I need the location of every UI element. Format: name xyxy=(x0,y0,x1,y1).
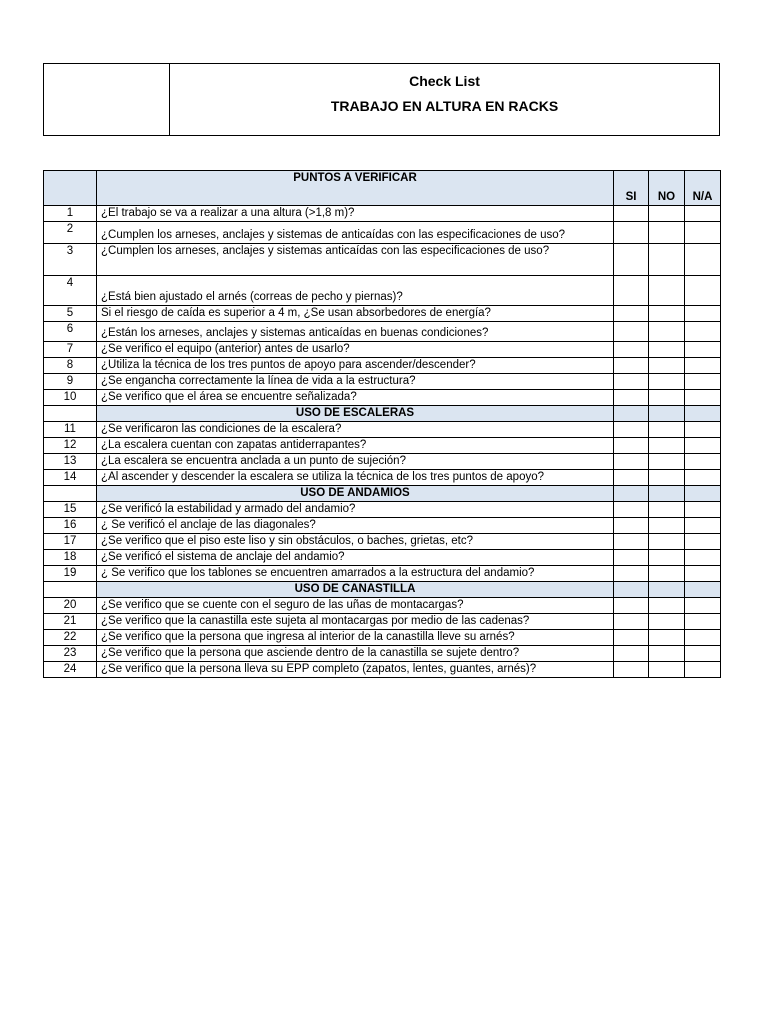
item-question: ¿Cumplen los arneses, anclajes y sistemas anticaídas con las especificaciones de uso? xyxy=(97,244,614,276)
item-number: 6 xyxy=(44,322,97,342)
item-question: ¿Cumplen los arneses, anclajes y sistemas de anticaídas con las especificaciones de uso? xyxy=(97,222,614,244)
check-cell-si[interactable] xyxy=(614,390,649,406)
header-si: SI xyxy=(614,171,649,206)
header-no: NO xyxy=(649,171,685,206)
check-cell-si[interactable] xyxy=(614,566,649,582)
check-cell-no[interactable] xyxy=(649,206,685,222)
item-number: 21 xyxy=(44,614,97,630)
item-number: 13 xyxy=(44,454,97,470)
check-cell-si[interactable] xyxy=(614,454,649,470)
item-number: 1 xyxy=(44,206,97,222)
item-question: ¿Están los arneses, anclajes y sistemas anticaídas en buenas condiciones? xyxy=(97,322,614,342)
item-question: ¿Se engancha correctamente la línea de vida a la estructura? xyxy=(97,374,614,390)
check-cell-no[interactable] xyxy=(649,390,685,406)
check-cell-na[interactable] xyxy=(685,550,721,566)
table-row xyxy=(44,614,721,630)
check-cell-na[interactable] xyxy=(685,276,721,306)
table-row xyxy=(44,306,721,322)
table-row xyxy=(44,630,721,646)
table-row xyxy=(44,276,721,306)
document-subtitle: TRABAJO EN ALTURA EN RACKS xyxy=(330,98,559,114)
check-cell-no[interactable] xyxy=(649,550,685,566)
check-cell-na[interactable] xyxy=(685,206,721,222)
check-cell-no[interactable] xyxy=(649,322,685,342)
check-cell-no[interactable] xyxy=(649,518,685,534)
check-cell-no[interactable] xyxy=(649,276,685,306)
check-cell-si[interactable] xyxy=(614,206,649,222)
title-block xyxy=(170,64,719,135)
item-number: 8 xyxy=(44,358,97,374)
table-row xyxy=(44,322,721,342)
check-cell-na[interactable] xyxy=(685,566,721,582)
item-question: ¿Se verifico el equipo (anterior) antes de usarlo? xyxy=(97,342,614,358)
check-cell-no[interactable] xyxy=(649,422,685,438)
item-question: ¿Se verifico que la persona que asciende dentro de la canastilla se sujete dentro? xyxy=(97,646,614,662)
item-number: 9 xyxy=(44,374,97,390)
item-question: ¿Se verificó la estabilidad y armado del andamio? xyxy=(97,502,614,518)
item-number: 20 xyxy=(44,598,97,614)
check-cell-no[interactable] xyxy=(649,614,685,630)
check-cell-si[interactable] xyxy=(614,342,649,358)
check-cell-si[interactable] xyxy=(614,646,649,662)
check-cell-na[interactable] xyxy=(685,646,721,662)
item-question: ¿Se verifico que se cuente con el seguro de las uñas de montacargas? xyxy=(97,598,614,614)
table-row xyxy=(44,454,721,470)
check-cell-na[interactable] xyxy=(685,358,721,374)
item-number: 3 xyxy=(44,244,97,276)
section-blank-cell xyxy=(614,582,649,598)
section-blank-cell xyxy=(614,486,649,502)
check-cell-si[interactable] xyxy=(614,534,649,550)
item-question: ¿El trabajo se va a realizar a una altura (>1,8 m)? xyxy=(97,206,614,222)
item-question: ¿Está bien ajustado el arnés (correas de pecho y piernas)? xyxy=(97,276,614,306)
table-row xyxy=(44,598,721,614)
item-question: ¿ Se verifico que los tablones se encuentren amarrados a la estructura del andamio? xyxy=(97,566,614,582)
table-row xyxy=(44,502,721,518)
table-row xyxy=(44,206,721,222)
check-cell-si[interactable] xyxy=(614,374,649,390)
check-cell-no[interactable] xyxy=(649,454,685,470)
check-cell-no[interactable] xyxy=(649,630,685,646)
item-question: ¿Se verifico que la canastilla este sujeta al montacargas por medio de las cadenas? xyxy=(97,614,614,630)
table-row xyxy=(44,358,721,374)
item-number: 7 xyxy=(44,342,97,358)
check-cell-si[interactable] xyxy=(614,276,649,306)
table-row xyxy=(44,646,721,662)
check-cell-na[interactable] xyxy=(685,662,721,678)
item-question: ¿Utiliza la técnica de los tres puntos de apoyo para ascender/descender? xyxy=(97,358,614,374)
check-cell-si[interactable] xyxy=(614,598,649,614)
table-row xyxy=(44,222,721,244)
item-number: 22 xyxy=(44,630,97,646)
section-blank-cell xyxy=(614,406,649,422)
item-question: ¿La escalera se encuentra anclada a un punto de sujeción? xyxy=(97,454,614,470)
item-question: ¿Se verificó el sistema de anclaje del andamio? xyxy=(97,550,614,566)
check-cell-no[interactable] xyxy=(649,374,685,390)
check-cell-no[interactable] xyxy=(649,342,685,358)
check-cell-si[interactable] xyxy=(614,630,649,646)
item-question: ¿La escalera cuentan con zapatas antiderrapantes? xyxy=(97,438,614,454)
item-question: ¿Se verificaron las condiciones de la escalera? xyxy=(97,422,614,438)
item-number: 4 xyxy=(44,276,97,306)
check-cell-na[interactable] xyxy=(685,306,721,322)
item-number: 12 xyxy=(44,438,97,454)
check-cell-no[interactable] xyxy=(649,534,685,550)
item-number: 18 xyxy=(44,550,97,566)
checklist-table xyxy=(43,170,721,678)
section-row xyxy=(44,486,721,502)
check-cell-no[interactable] xyxy=(649,358,685,374)
check-cell-na[interactable] xyxy=(685,390,721,406)
item-number: 11 xyxy=(44,422,97,438)
item-number: 10 xyxy=(44,390,97,406)
logo-placeholder xyxy=(44,64,170,135)
table-row xyxy=(44,374,721,390)
item-question: ¿ Se verificó el anclaje de las diagonales? xyxy=(97,518,614,534)
table-row xyxy=(44,390,721,406)
table-row xyxy=(44,566,721,582)
check-cell-no[interactable] xyxy=(649,646,685,662)
check-cell-na[interactable] xyxy=(685,614,721,630)
item-number: 23 xyxy=(44,646,97,662)
header-title-cell: PUNTOS A VERIFICAR xyxy=(97,171,614,206)
check-cell-si[interactable] xyxy=(614,306,649,322)
table-row xyxy=(44,342,721,358)
check-cell-no[interactable] xyxy=(649,470,685,486)
check-cell-si[interactable] xyxy=(614,502,649,518)
section-blank-cell xyxy=(685,486,721,502)
document-title: Check List xyxy=(409,73,480,89)
check-cell-na[interactable] xyxy=(685,244,721,276)
table-header-row xyxy=(44,171,721,206)
table-row xyxy=(44,438,721,454)
item-number: 5 xyxy=(44,306,97,322)
check-cell-na[interactable] xyxy=(685,222,721,244)
check-cell-na[interactable] xyxy=(685,630,721,646)
section-title: USO DE ANDAMIOS xyxy=(97,486,614,502)
check-cell-no[interactable] xyxy=(649,306,685,322)
section-number-cell xyxy=(44,486,97,502)
check-cell-si[interactable] xyxy=(614,550,649,566)
check-cell-si[interactable] xyxy=(614,662,649,678)
check-cell-na[interactable] xyxy=(685,374,721,390)
section-number-cell xyxy=(44,406,97,422)
table-row xyxy=(44,470,721,486)
table-row xyxy=(44,550,721,566)
section-blank-cell xyxy=(649,486,685,502)
table-row xyxy=(44,244,721,276)
document-header xyxy=(43,63,720,136)
check-cell-no[interactable] xyxy=(649,566,685,582)
item-question: ¿Se verifico que la persona que ingresa al interior de la canastilla lleve su arnés? xyxy=(97,630,614,646)
item-number: 19 xyxy=(44,566,97,582)
check-cell-si[interactable] xyxy=(614,358,649,374)
check-cell-no[interactable] xyxy=(649,222,685,244)
item-question: ¿Al ascender y descender la escalera se utiliza la técnica de los tres puntos de apoyo? xyxy=(97,470,614,486)
item-question: ¿Se verifico que el piso este liso y sin obstáculos, o baches, grietas, etc? xyxy=(97,534,614,550)
check-cell-na[interactable] xyxy=(685,438,721,454)
check-cell-na[interactable] xyxy=(685,422,721,438)
check-cell-na[interactable] xyxy=(685,470,721,486)
table-row xyxy=(44,534,721,550)
check-cell-si[interactable] xyxy=(614,244,649,276)
section-title: USO DE ESCALERAS xyxy=(97,406,614,422)
check-cell-na[interactable] xyxy=(685,322,721,342)
check-cell-no[interactable] xyxy=(649,662,685,678)
check-cell-no[interactable] xyxy=(649,438,685,454)
section-row xyxy=(44,406,721,422)
item-number: 16 xyxy=(44,518,97,534)
check-cell-si[interactable] xyxy=(614,614,649,630)
item-number: 2 xyxy=(44,222,97,244)
table-row xyxy=(44,422,721,438)
check-cell-na[interactable] xyxy=(685,342,721,358)
item-number: 14 xyxy=(44,470,97,486)
section-blank-cell xyxy=(685,406,721,422)
check-cell-no[interactable] xyxy=(649,244,685,276)
section-row xyxy=(44,582,721,598)
check-cell-si[interactable] xyxy=(614,422,649,438)
section-blank-cell xyxy=(649,582,685,598)
item-number: 15 xyxy=(44,502,97,518)
section-blank-cell xyxy=(685,582,721,598)
item-question: ¿Se verifico que el área se encuentre señalizada? xyxy=(97,390,614,406)
check-cell-si[interactable] xyxy=(614,222,649,244)
header-number-cell xyxy=(44,171,97,206)
check-cell-si[interactable] xyxy=(614,438,649,454)
check-cell-na[interactable] xyxy=(685,502,721,518)
check-cell-no[interactable] xyxy=(649,502,685,518)
table-row xyxy=(44,518,721,534)
item-number: 17 xyxy=(44,534,97,550)
check-cell-na[interactable] xyxy=(685,454,721,470)
item-number: 24 xyxy=(44,662,97,678)
item-question: ¿Se verifico que la persona lleva su EPP completo (zapatos, lentes, guantes, arnés)? xyxy=(97,662,614,678)
check-cell-si[interactable] xyxy=(614,470,649,486)
check-cell-na[interactable] xyxy=(685,518,721,534)
section-blank-cell xyxy=(649,406,685,422)
check-cell-na[interactable] xyxy=(685,534,721,550)
item-question: Si el riesgo de caída es superior a 4 m, ¿Se usan absorbedores de energía? xyxy=(97,306,614,322)
section-title: USO DE CANASTILLA xyxy=(97,582,614,598)
check-cell-si[interactable] xyxy=(614,518,649,534)
check-cell-no[interactable] xyxy=(649,598,685,614)
table-row xyxy=(44,662,721,678)
check-cell-na[interactable] xyxy=(685,598,721,614)
check-cell-si[interactable] xyxy=(614,322,649,342)
section-number-cell xyxy=(44,582,97,598)
header-na: N/A xyxy=(685,171,721,206)
